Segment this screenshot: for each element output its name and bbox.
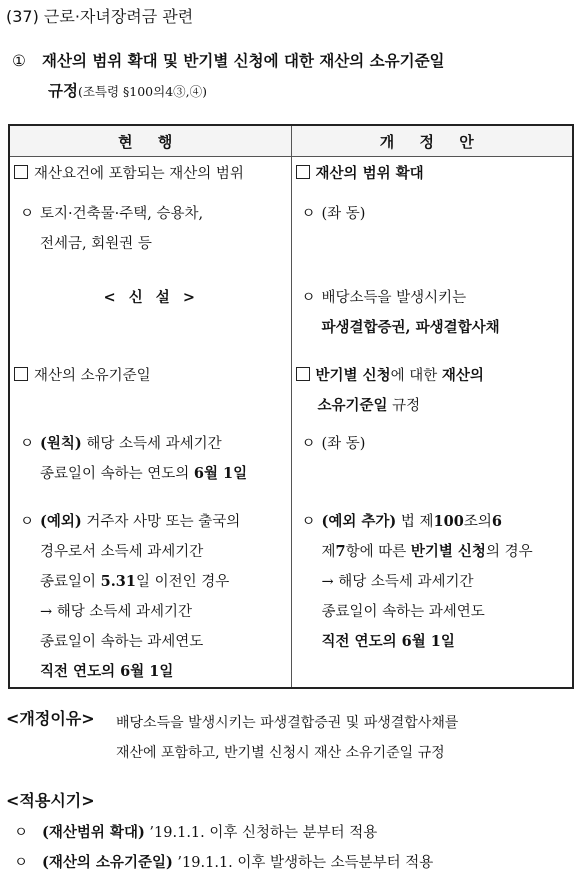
header-revised: 개 정 안 — [291, 125, 573, 157]
bullet-icon: ㅇ — [301, 436, 316, 452]
bullet-icon: ㅇ — [20, 514, 35, 530]
subsection-heading — [12, 46, 572, 107]
revised-principle: ㅇ (좌 동) — [296, 429, 571, 459]
current-exception: ㅇ (예외) 거주자 사망 또는 출국의 경우로서 소득세 과세기간 종료일이 5.31일 이전인 경우 → 해당 소득세 과세기간 종료일이 속하는 과세연도 직전 연도의 6월 1일 — [14, 507, 289, 687]
subsection-title-line2: 규정 — [48, 81, 78, 100]
revised-item1-sub: ㅇ (좌 동) — [296, 199, 571, 229]
reason-text: 배당소득을 발생시키는 파생결합증권 및 파생결합사채를 재산에 포함하고, 반기별 신청시 재산 소유기준일 규정 — [116, 715, 459, 761]
revised-column — [291, 157, 573, 689]
current-item1: 재산요건에 포함되는 재산의 범위 — [14, 159, 289, 189]
checkbox-square-icon — [14, 367, 28, 381]
apply-item2: ㅇ (재산의 소유기준일) ’19.1.1. 이후 발생하는 소득분부터 적용 — [14, 850, 574, 876]
revised-dividend: ㅇ 배당소득을 발생시키는 파생결합증권, 파생결합사채 — [296, 283, 571, 343]
current-principle: ㅇ (원칙) 해당 소득세 과세기간 종료일이 속하는 연도의 6월 1일 — [14, 429, 289, 489]
bullet-icon: ㅇ — [14, 855, 29, 871]
subsection-citation: (조특령 §100의4③,④) — [77, 84, 208, 99]
bullet-icon: ㅇ — [301, 206, 316, 222]
apply-heading: <적용시기> — [6, 791, 95, 810]
bullet-icon: ㅇ — [14, 825, 29, 841]
reason-heading: <개정이유> — [6, 709, 95, 728]
apply-item1: ㅇ (재산범위 확대) ’19.1.1. 이후 신청하는 분부터 적용 — [14, 820, 574, 846]
checkbox-square-icon — [296, 165, 310, 179]
current-item2: 재산의 소유기준일 — [14, 361, 289, 391]
revised-item2: 반기별 신청에 대한 재산의 소유기준일 규정 — [296, 361, 571, 421]
subsection-number: ① — [12, 52, 26, 70]
revised-item1: 재산의 범위 확대 — [296, 159, 571, 189]
bullet-icon: ㅇ — [301, 514, 316, 530]
current-item1-sub: ㅇ 토지·건축물·주택, 승용차, 전세금, 회원권 등 — [14, 199, 289, 259]
revised-exception: ㅇ (예외 추가) 법 제100조의6 제7항에 따른 반기별 신청의 경우 → 해당 소득세 과세기간 종료일이 속하는 과세연도 직전 연도의 6월 1일 — [296, 507, 571, 657]
bullet-icon: ㅇ — [20, 436, 35, 452]
bullet-icon: ㅇ — [301, 290, 316, 306]
bullet-icon: ㅇ — [20, 206, 35, 222]
checkbox-square-icon — [14, 165, 28, 179]
header-current: 현 행 — [9, 125, 291, 157]
checkbox-square-icon — [296, 367, 310, 381]
section-title: (37) 근로·자녀장려금 관련 — [6, 7, 194, 26]
current-column — [9, 157, 291, 689]
subsection-title-line1: 재산의 범위 확대 및 반기별 신청에 대한 재산의 소유기준일 — [42, 51, 445, 70]
new-marker: < 신 설 > — [103, 289, 199, 306]
comparison-table — [8, 124, 574, 689]
